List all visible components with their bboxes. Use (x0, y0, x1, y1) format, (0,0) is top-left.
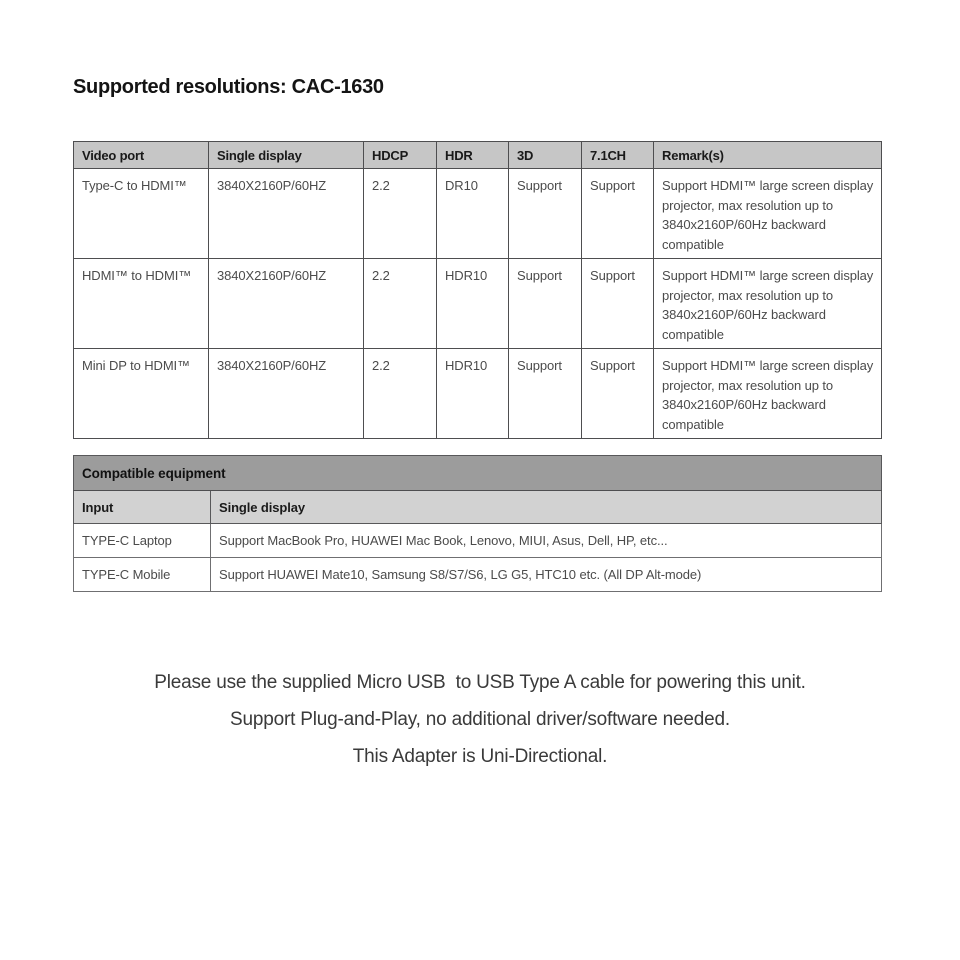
cell-single-display: 3840X2160P/60HZ (209, 349, 364, 439)
equipment-title-row (74, 456, 882, 491)
cell-input: TYPE-C Laptop (74, 524, 211, 558)
table-row-hdmi-to-hdmi (74, 259, 882, 349)
cell-display-support: Support HUAWEI Mate10, Samsung S8/S7/S6, LG G5, HTC10 etc. (All DP Alt-mode) (211, 558, 882, 592)
cell-video-port: Mini DP to HDMI™ (74, 349, 209, 439)
column-header-3d: 3D (509, 142, 582, 169)
notes-section (0, 664, 960, 775)
cell-hdr: DR10 (437, 169, 509, 259)
cell-remark: Support HDMI™ large screen display projector, max resolution up to 3840x2160P/60Hz backward compatible (654, 349, 882, 439)
cell-7-1ch: Support (582, 349, 654, 439)
cell-video-port: Type-C to HDMI™ (74, 169, 209, 259)
column-header-7-1ch: 7.1CH (582, 142, 654, 169)
cell-7-1ch: Support (582, 169, 654, 259)
column-header-single-display: Single display (211, 491, 882, 524)
cell-video-port: HDMI™ to HDMI™ (74, 259, 209, 349)
cell-3d: Support (509, 259, 582, 349)
cell-hdcp: 2.2 (364, 259, 437, 349)
resolutions-table-header (74, 142, 882, 169)
note-uni-directional: This Adapter is Uni-Directional. (352, 746, 608, 767)
column-header-video-port: Video port (74, 142, 209, 169)
cell-input: TYPE-C Mobile (74, 558, 211, 592)
cell-hdcp: 2.2 (364, 349, 437, 439)
cell-single-display: 3840X2160P/60HZ (209, 259, 364, 349)
column-header-input: Input (74, 491, 211, 524)
column-header-hdcp: HDCP (364, 142, 437, 169)
note-plug-and-play: Support Plug-and-Play, no additional driver/software needed. (230, 709, 730, 730)
cell-3d: Support (509, 169, 582, 259)
cell-remark: Support HDMI™ large screen display projector, max resolution up to 3840x2160P/60Hz backward compatible (654, 259, 882, 349)
cell-hdr: HDR10 (437, 259, 509, 349)
column-header-hdr: HDR (437, 142, 509, 169)
column-header-remarks: Remark(s) (654, 142, 882, 169)
header-row (74, 142, 882, 169)
equipment-header-row (74, 491, 882, 524)
cell-3d: Support (509, 349, 582, 439)
compatible-equipment-table (73, 455, 882, 592)
table-row-mini-dp-to-hdmi (74, 349, 882, 439)
table-row-type-c-to-hdmi (74, 169, 882, 259)
cell-remark: Support HDMI™ large screen display projector, max resolution up to 3840x2160P/60Hz backward compatible (654, 169, 882, 259)
resolutions-table (73, 141, 882, 439)
cell-hdcp: 2.2 (364, 169, 437, 259)
cell-display-support: Support MacBook Pro, HUAWEI Mac Book, Lenovo, MIUI, Asus, Dell, HP, etc... (211, 524, 882, 558)
cell-7-1ch: Support (582, 259, 654, 349)
page-title: Supported resolutions: CAC-1630 (73, 76, 384, 98)
equipment-table-title: Compatible equipment (74, 456, 882, 491)
table-row-type-c-mobile (74, 558, 882, 592)
table-row-type-c-laptop (74, 524, 882, 558)
note-power-cable: Please use the supplied Micro USB to USB Type A cable for powering this unit. (154, 672, 806, 693)
cell-hdr: HDR10 (437, 349, 509, 439)
cell-single-display: 3840X2160P/60HZ (209, 169, 364, 259)
column-header-single-display: Single display (209, 142, 364, 169)
